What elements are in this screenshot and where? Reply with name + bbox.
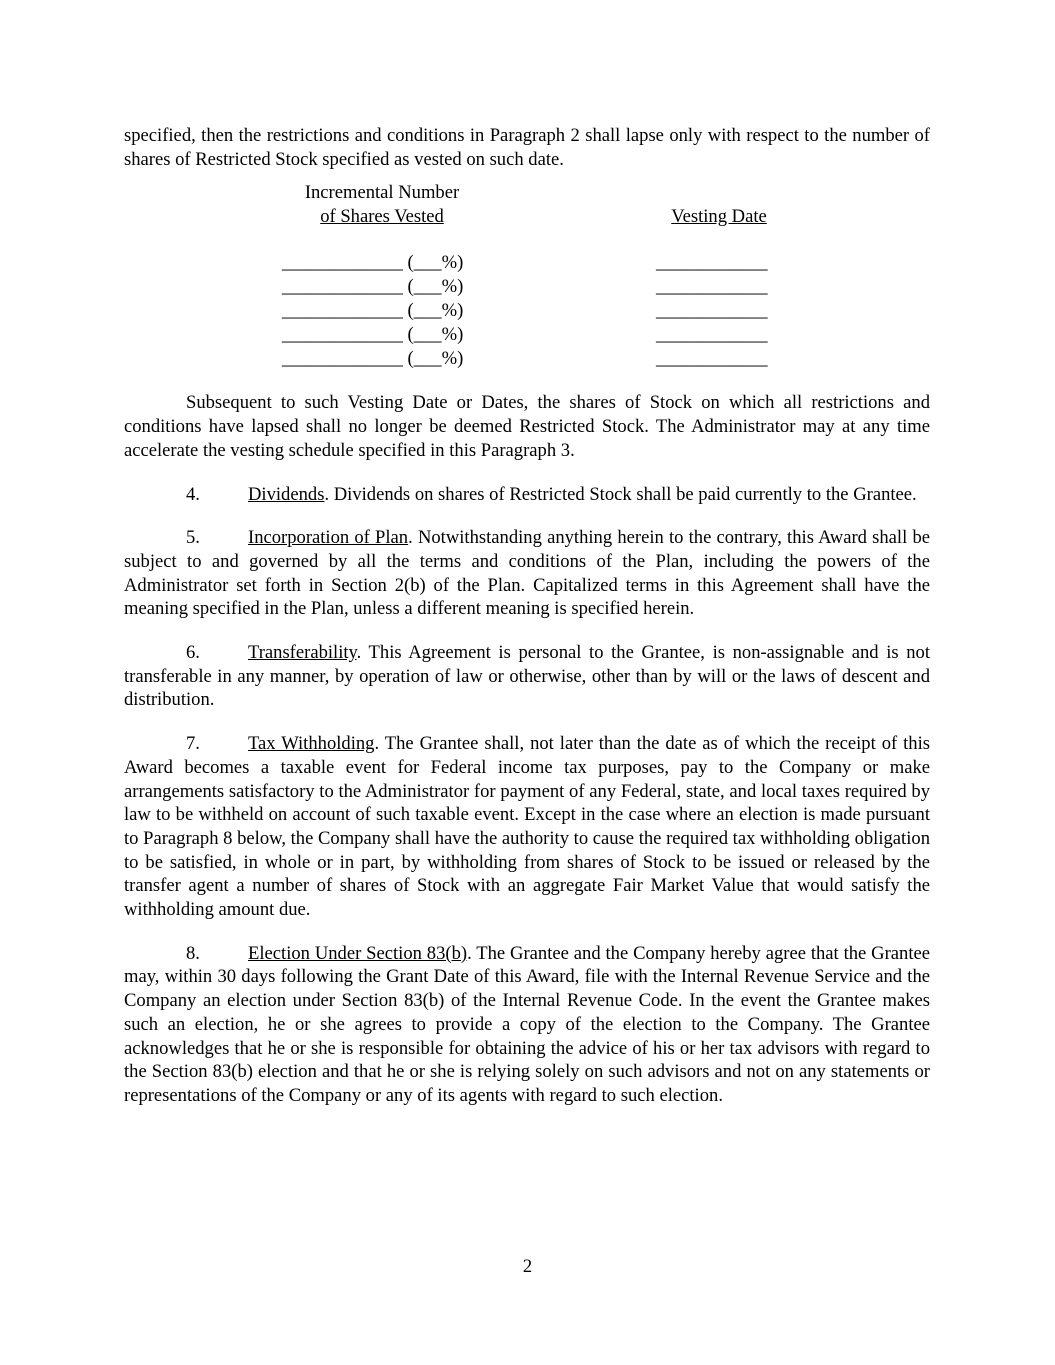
vesting-row <box>124 347 930 371</box>
shares-blank: _____________ (___%) <box>282 300 464 322</box>
document-page <box>124 124 930 1108</box>
vesting-row <box>124 251 930 275</box>
shares-blank: _____________ (___%) <box>282 348 464 370</box>
section-body: . This Agreement is personal to the Grantee, is non-assignable and is not transferable in any manner, by operation of law or otherwise, other than by will or the laws of descent and distribution. <box>124 642 930 711</box>
section-number: 7. <box>186 733 200 755</box>
vesting-row <box>124 323 930 347</box>
vesting-row <box>124 299 930 323</box>
shares-blank: _____________ (___%) <box>282 252 464 274</box>
vesting-schedule-table <box>124 181 930 371</box>
section-title: Transferability <box>248 642 357 664</box>
section-body: . The Grantee and the Company hereby agree that the Grantee may, within 30 days following the Grant Date of this Award, file with the Internal Revenue Service and the Company an election under Section 83(b) of the Internal Revenue Code. In the event the Grantee makes such an election, he or she agrees to provide a copy of the election to the Company. The Grantee acknowledges that he or she is responsible for obtaining the advice of his or her tax advisors with regard to the Section 83(b) election and that he or she is relying solely on such advisors and not on any statements or representations of the Company or any of its agents with regard to such election. <box>124 942 931 1106</box>
section-title: Tax Withholding <box>248 733 375 755</box>
date-blank: ____________ <box>656 324 768 346</box>
section-title: Election Under Section 83(b) <box>248 942 468 964</box>
shares-header-line1: Incremental Number <box>304 182 460 204</box>
date-blank: ____________ <box>656 276 768 298</box>
section-title: Dividends <box>248 483 325 505</box>
section-number: 8. <box>186 942 200 964</box>
date-blank: ____________ <box>656 348 768 370</box>
section-number: 6. <box>186 642 200 664</box>
section-8 <box>124 942 930 1108</box>
section-6 <box>124 641 930 712</box>
vesting-date-column-header <box>654 205 784 229</box>
shares-column-header <box>284 181 480 228</box>
section-5 <box>124 526 930 621</box>
section-body: . The Grantee shall, not later than the date as of which the receipt of this Award becomes a taxable event for Federal income tax purposes, pay to the Company or make arrangements satisfactory to the Administrator for payment of any Federal, state, and local taxes required by law to be withheld on account of such taxable event. Except in the case where an election is made pursuant to Paragraph 8 below, the Company shall have the authority to cause the required tax withholding obligation to be satisfied, in whole or in part, by withholding from shares of Stock to be issued or released by the transfer agent a number of shares of Stock with an aggregate Fair Market Value that would satisfy the withholding amount due. <box>124 733 930 921</box>
subsequent-paragraph: Subsequent to such Vesting Date or Dates, the shares of Stock on which all restrictions and conditions have lapsed shall no longer be deemed Restricted Stock. The Administrator may at any time accelerate the vesting schedule specified in this Paragraph 3. <box>124 392 930 461</box>
shares-blank: _____________ (___%) <box>282 324 464 346</box>
vesting-date-header: Vesting Date <box>671 206 767 228</box>
section-number: 5. <box>186 527 200 549</box>
vesting-row <box>124 275 930 299</box>
date-blank: ____________ <box>656 252 768 274</box>
section-body: . Notwithstanding anything herein to the contrary, this Award shall be subject to and governed by all the terms and conditions of the Plan, including the powers of the Administrator set forth in Section 2(b) of the Plan. Capitalized terms in this Agreement shall have the meaning specified in the Plan, unless a different meaning is specified herein. <box>124 527 930 620</box>
intro-paragraph: specified, then the restrictions and conditions in Paragraph 2 shall lapse only with respect to the number of shares of Restricted Stock specified as vested on such date. <box>124 125 930 170</box>
date-blank: ____________ <box>656 300 768 322</box>
section-body: . Dividends on shares of Restricted Stock shall be paid currently to the Grantee. <box>324 483 917 505</box>
page-number: 2 <box>522 1256 533 1277</box>
section-4 <box>124 483 930 507</box>
section-7 <box>124 732 930 922</box>
shares-header-line2: of Shares Vested <box>320 206 444 228</box>
section-number: 4. <box>186 483 200 505</box>
section-title: Incorporation of Plan <box>248 527 409 549</box>
shares-blank: _____________ (___%) <box>282 276 464 298</box>
